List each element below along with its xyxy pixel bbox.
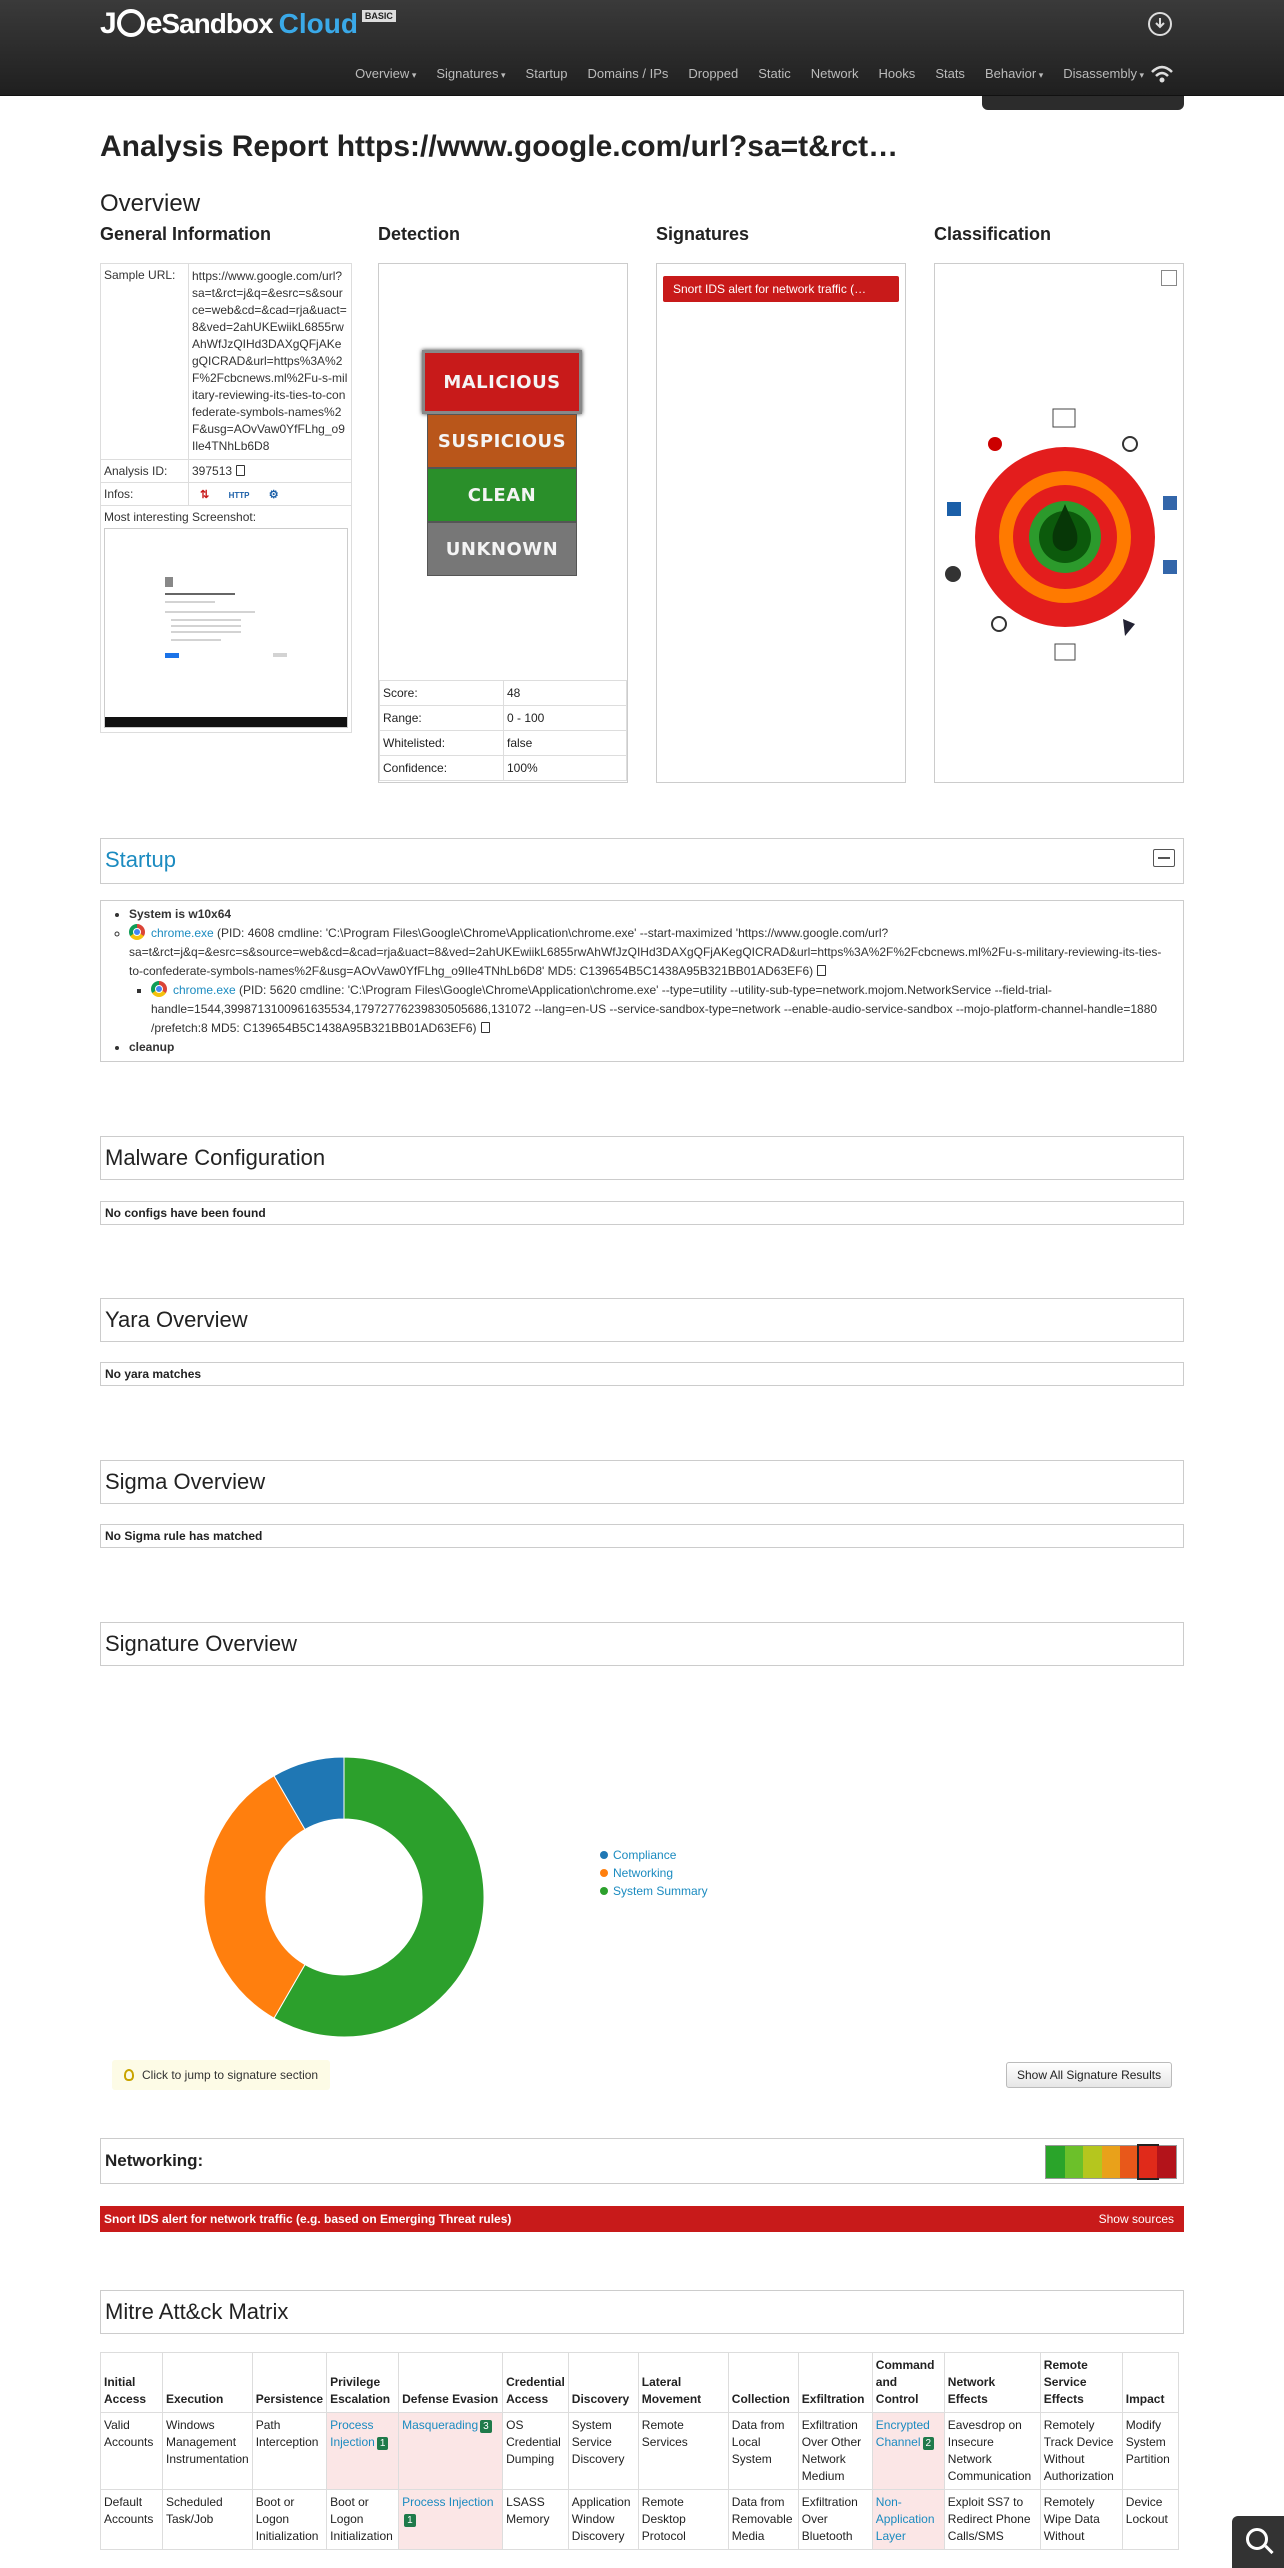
mitre-technique-label: Exploit SS7 to Redirect Phone Calls/SMS <box>947 2495 1031 2543</box>
general-info-table <box>100 263 352 733</box>
sigma-panel <box>100 1460 1184 1504</box>
detection-meter <box>422 350 582 576</box>
wifi-icon[interactable] <box>1150 64 1174 84</box>
mitre-technique-label: Exfiltration Over Other Network Medium <box>801 2418 862 2483</box>
mitre-technique-label: Windows Management Instrumentation <box>166 2418 249 2466</box>
legend-label[interactable]: Networking <box>613 1866 674 1880</box>
mitre-header: Command and Control <box>872 2353 944 2413</box>
brand-logo[interactable] <box>100 6 396 42</box>
mitre-header: Credential Access <box>503 2353 569 2413</box>
legend-item[interactable] <box>600 1882 708 1900</box>
legend-dot <box>600 1869 608 1877</box>
mitre-technique[interactable] <box>872 2413 944 2490</box>
collapse-button[interactable] <box>1153 849 1175 867</box>
classification-panel <box>934 263 1184 783</box>
mitre-technique-label: Boot or Logon Initialization <box>255 2495 319 2543</box>
detection-panel <box>378 263 628 783</box>
main-menu <box>345 66 1154 81</box>
mitre-header: Network Effects <box>944 2353 1040 2413</box>
technique-count-badge: 3 <box>480 2420 492 2433</box>
networking-heading: Networking: <box>105 2151 204 2170</box>
signature-chart <box>100 1700 1184 2120</box>
mitre-technique <box>1040 2413 1122 2490</box>
yara-panel <box>100 1298 1184 1342</box>
mitre-technique-label: Data from Local System <box>731 2418 785 2466</box>
mitre-technique-label: Boot or Logon Initialization <box>330 2495 393 2543</box>
confidence-label: Confidence: <box>380 756 504 781</box>
expand-icon[interactable] <box>1161 270 1177 286</box>
legend-dot <box>600 1887 608 1895</box>
mitre-header: Defense Evasion <box>399 2353 503 2413</box>
mitre-technique <box>503 2490 569 2550</box>
process-item <box>129 924 1173 1038</box>
mitre-technique <box>252 2413 326 2490</box>
mitre-technique <box>1040 2490 1122 2550</box>
analysis-id-label: Analysis ID: <box>101 460 189 483</box>
mitre-technique <box>638 2490 728 2550</box>
mitre-header: Execution <box>163 2353 253 2413</box>
legend-label[interactable]: Compliance <box>613 1848 677 1862</box>
mitre-technique-label: Path Interception <box>255 2418 319 2449</box>
mitre-header: Privilege Escalation <box>327 2353 399 2413</box>
process-details: (PID: 4608 cmdline: 'C:\Program Files\Google\Chrome\Application\chrome.exe' --start-maximized 'https://www.google.com/url?sa=t&rct=j&q=&esrc=s&source=web&cd=&cad=rja&uact=8&ved=2ahUKEwiikL6855rwAhWfJzQIHd3DAXgQFjAKegQICRAD&url=https%3A%2F%2Fcbcnews.ml%2Fu-s-military-reviewing-its-ties-to-confederate-symbols-names%2F&usg=AOvVaw0YfFLhg_o9Ile4TNhLb6D8' MD5: C139654B5C1438A95B321BB01AD63EF6) <box>129 926 1162 978</box>
mitre-technique-label: Remote Desktop Protocol <box>641 2495 686 2543</box>
mitre-technique <box>1122 2413 1178 2490</box>
mitre-heading: Mitre Att&ck Matrix <box>105 2299 289 2324</box>
nav-behavior[interactable]: Behavior ▾ <box>975 66 1053 81</box>
malware-config-message: No configs have been found <box>100 1201 1184 1225</box>
startup-tree <box>100 900 1184 1062</box>
mitre-technique <box>1122 2490 1178 2550</box>
mitre-technique <box>503 2413 569 2490</box>
screenshot-thumbnail[interactable] <box>104 528 348 728</box>
screenshot-label: Most interesting Screenshot: <box>104 510 257 524</box>
snort-alert-text: Snort IDS alert for network traffic (e.g. based on Emerging Threat rules) <box>104 2212 512 2226</box>
snort-alert-bar[interactable] <box>100 2206 1184 2232</box>
mitre-technique <box>163 2413 253 2490</box>
chrome-icon <box>151 981 167 997</box>
process-details: (PID: 5620 cmdline: 'C:\Program Files\Google\Chrome\Application\chrome.exe' --type=utility --utility-sub-type=network.mojom.NetworkService --field-trial-handle=1544,3998713100961635534,17972776239830505686,131072 --lang=en-US --service-sandbox-type=network --enable-audio-service-sandbox --mojo-platform-channel-handle=1880 /prefetch:8 MD5: C139654B5C1438A95B321BB01AD63EF6) <box>151 983 1158 1035</box>
http-icon[interactable]: HTTP <box>228 491 250 500</box>
mitre-technique-label: Default Accounts <box>104 2495 154 2526</box>
mitre-technique <box>163 2490 253 2550</box>
legend-item[interactable] <box>600 1864 708 1882</box>
sample-url-label: Sample URL: <box>101 264 189 460</box>
general-info-heading: General Information <box>100 224 272 244</box>
mitre-technique-label: OS Credential Dumping <box>506 2418 561 2466</box>
nav-stats[interactable]: Stats <box>935 66 965 81</box>
nav-dropped[interactable]: Dropped <box>688 66 739 81</box>
level-malicious: MALICIOUS <box>422 350 582 414</box>
mitre-technique[interactable] <box>872 2490 944 2550</box>
mitre-technique-label[interactable]: Process Injection <box>330 2418 375 2449</box>
brand-cloud: Cloud <box>278 8 358 39</box>
mitre-technique <box>798 2413 872 2490</box>
cleanup-item: • cleanup <box>129 1038 1173 1057</box>
mitre-technique <box>728 2490 798 2550</box>
nav-dropdown-tab <box>982 96 1184 110</box>
mitre-technique-label: Application Window Discovery <box>571 2495 631 2543</box>
nav-domains-ips[interactable]: Domains / IPs <box>587 66 669 81</box>
networking-panel <box>100 2138 1184 2184</box>
classification-spider-chart <box>935 264 1185 784</box>
mitre-header: Lateral Movement <box>638 2353 728 2413</box>
yara-message: No yara matches <box>100 1362 1184 1386</box>
nav-signatures[interactable]: Signatures ▾ <box>426 66 515 81</box>
chrome-icon <box>129 924 145 940</box>
signatures-panel <box>656 263 906 783</box>
chart-legend <box>600 1846 708 1900</box>
legend-dot <box>600 1851 608 1859</box>
donut-chart <box>100 1700 520 2120</box>
sample-url-value: https://www.google.com/url?sa=t&rct=j&q=&esrc=s&source=web&cd=&cad=rja&uact=8&ved=2ahUKEwiikL6855rwAhWfJzQIHd3DAXgQFjAKegQICRAD&url=https%3A%2F%2Fcbcnews.ml%2Fu-s-military-reviewing-its-ties-to-confederate-symbols-names%2F&usg=AOvVaw0YfFLhg_o9Ile4TNhLb6D8 <box>189 264 352 460</box>
mitre-technique-label: Valid Accounts <box>104 2418 154 2449</box>
technique-count-badge: 1 <box>377 2437 389 2450</box>
mitre-technique <box>638 2413 728 2490</box>
mitre-technique-label[interactable]: Masquerading <box>402 2418 479 2432</box>
report-title: Analysis Report https://www.google.com/url?sa=t&rct… <box>100 130 899 163</box>
score-label: Score: <box>380 681 504 706</box>
copy-icon[interactable] <box>236 465 245 476</box>
sigma-heading: Sigma Overview <box>105 1469 266 1494</box>
startup-panel <box>100 838 1184 884</box>
copy-icon[interactable] <box>817 965 826 976</box>
mitre-technique <box>568 2413 638 2490</box>
mitre-technique <box>798 2490 872 2550</box>
mitre-technique <box>944 2413 1040 2490</box>
range-value: 0 - 100 <box>504 706 627 731</box>
search-icon[interactable] <box>1232 2516 1284 2568</box>
brand-o-icon <box>117 9 145 37</box>
startup-heading[interactable]: Startup <box>105 847 176 872</box>
mitre-matrix <box>100 2352 1179 2550</box>
legend-item[interactable] <box>600 1846 708 1864</box>
yara-heading: Yara Overview <box>105 1307 248 1332</box>
detection-heading: Detection <box>378 224 461 244</box>
malware-config-panel <box>100 1136 1184 1180</box>
signatures-heading: Signatures <box>656 224 750 244</box>
technique-count-badge: 2 <box>923 2437 935 2450</box>
mitre-technique-label: Modify System Partition <box>1125 2418 1170 2466</box>
level-clean: CLEAN <box>427 468 577 522</box>
whitelisted-value: false <box>504 731 627 756</box>
nav-hooks[interactable]: Hooks <box>878 66 916 81</box>
top-navbar <box>0 0 1284 96</box>
brand-tier-badge: BASIC <box>362 10 396 22</box>
analysis-id-value: 397513 <box>192 464 233 478</box>
mitre-technique <box>327 2490 399 2550</box>
nav-static[interactable]: Static <box>758 66 791 81</box>
brand-sandbox: Sandbox <box>161 8 273 39</box>
donut-slice-networking[interactable] <box>204 1776 305 2018</box>
confidence-value: 100% <box>504 756 627 781</box>
mitre-technique[interactable] <box>327 2413 399 2490</box>
mitre-header: Impact <box>1122 2353 1178 2413</box>
whitelisted-label: Whitelisted: <box>380 731 504 756</box>
mitre-technique-label[interactable]: Process Injection <box>402 2495 494 2509</box>
mitre-technique <box>728 2413 798 2490</box>
technique-count-badge: 1 <box>404 2514 416 2527</box>
mitre-technique-label: Remotely Wipe Data Without <box>1043 2495 1100 2543</box>
sigma-message: No Sigma rule has matched <box>100 1524 1184 1548</box>
detection-table <box>379 680 627 781</box>
classification-heading: Classification <box>934 224 1052 244</box>
mitre-header: Initial Access <box>101 2353 163 2413</box>
process-name-link[interactable]: chrome.exe <box>173 983 236 997</box>
mitre-technique-label: Scheduled Task/Job <box>166 2495 223 2526</box>
mitre-technique-label: Device Lockout <box>1125 2495 1168 2526</box>
lightbulb-icon <box>124 2069 134 2081</box>
score-value: 48 <box>504 681 627 706</box>
mitre-technique <box>944 2490 1040 2550</box>
mitre-header: Exfiltration <box>798 2353 872 2413</box>
mitre-header: Remote Service Effects <box>1040 2353 1122 2413</box>
legend-label[interactable]: System Summary <box>613 1884 708 1898</box>
networking-meter <box>1045 2145 1177 2179</box>
mitre-technique-label[interactable]: Encrypted Channel <box>875 2418 930 2449</box>
system-item: • System is w10x64 ◦ chrome.exe (PID: 4608 cmdline: 'C:\Program Files\Google\Chrome\Application\chrome.exe' --start-maximized 'https://www.google.com/url?sa=t&rct=j&q=&esrc=s&source=web&cd=&cad=rja&uact=8&ved=2ahUKEwiikL6855rwAhWfJzQIHd3DAXgQFjAKegQICRAD&url=https%3A%2F%2Fcbcnews.ml%2Fu-s-military-reviewing-its-ties-to-confederate-symbols-names%2F&usg=AOvVaw0YfFLhg_o9Ile4TNhLb6D8' MD5: C139654B5C1438A95B321BB01AD63EF6) ▪ chrome.exe (PID: 5620 cmdline: 'C:\Program Files\Google\Chrome\Application\chrome.exe' --type=utility --utility-sub-type=network.mojom.NetworkService --field-trial-handle=1544,3998713100961635534,17972776239830505686,131072 --lang=en-US --service-sandbox-type=network --enable-audio-service-sandbox --mojo-platform-channel-handle=1880 /prefetch:8 MD5: C139654B5C1438A95B321BB01AD63EF6) <box>129 905 1173 1038</box>
mitre-technique <box>101 2490 163 2550</box>
brand-joe: J <box>100 7 116 40</box>
nav-disassembly[interactable]: Disassembly ▾ <box>1053 66 1154 81</box>
level-unknown: UNKNOWN <box>427 522 577 576</box>
signature-overview-heading: Signature Overview <box>105 1631 297 1656</box>
network-nodes-icon[interactable]: ⚙ <box>268 489 279 501</box>
mitre-panel <box>100 2290 1184 2334</box>
snort-signature-badge[interactable]: Snort IDS alert for network traffic (… <box>663 276 899 302</box>
show-all-signatures-button[interactable]: Show All Signature Results <box>1006 2062 1172 2088</box>
level-suspicious: SUSPICIOUS <box>427 414 577 468</box>
updown-arrows-icon[interactable]: ⇅ <box>200 489 210 501</box>
mitre-technique-label: Exfiltration Over Bluetooth <box>801 2495 858 2543</box>
mitre-technique <box>101 2413 163 2490</box>
mitre-technique-label: Remotely Track Device Without Authorization <box>1043 2418 1114 2483</box>
malware-config-heading: Malware Configuration <box>105 1145 326 1170</box>
show-sources-link[interactable]: Show sources <box>1098 2212 1174 2226</box>
mitre-technique-label: Data from Removable Media <box>731 2495 793 2543</box>
mitre-technique-label[interactable]: Non-Application Layer <box>875 2495 935 2543</box>
process-item <box>151 981 1173 1038</box>
download-icon[interactable] <box>1148 12 1172 36</box>
overview-title: Overview <box>100 190 201 217</box>
nav-startup[interactable]: Startup <box>525 66 568 81</box>
mitre-header: Persistence <box>252 2353 326 2413</box>
brand-e: e <box>145 7 162 40</box>
nav-overview[interactable]: Overview ▾ <box>345 66 426 81</box>
jump-hint: Click to jump to signature section <box>112 2060 330 2090</box>
mitre-technique <box>568 2490 638 2550</box>
nav-network[interactable]: Network <box>810 66 859 81</box>
mitre-technique-label: Remote Services <box>641 2418 688 2449</box>
range-label: Range: <box>380 706 504 731</box>
mitre-technique <box>252 2490 326 2550</box>
mitre-technique-label: System Service Discovery <box>571 2418 625 2466</box>
mitre-header: Discovery <box>568 2353 638 2413</box>
mitre-technique[interactable] <box>399 2413 503 2490</box>
signature-overview-panel <box>100 1622 1184 1666</box>
mitre-header: Collection <box>728 2353 798 2413</box>
mitre-technique[interactable] <box>399 2490 503 2550</box>
infos-label: Infos: <box>101 483 189 506</box>
process-name-link[interactable]: chrome.exe <box>151 926 214 940</box>
copy-icon[interactable] <box>481 1022 490 1033</box>
mitre-technique-label: Eavesdrop on Insecure Network Communication <box>947 2418 1032 2483</box>
mitre-technique-label: LSASS Memory <box>506 2495 550 2526</box>
